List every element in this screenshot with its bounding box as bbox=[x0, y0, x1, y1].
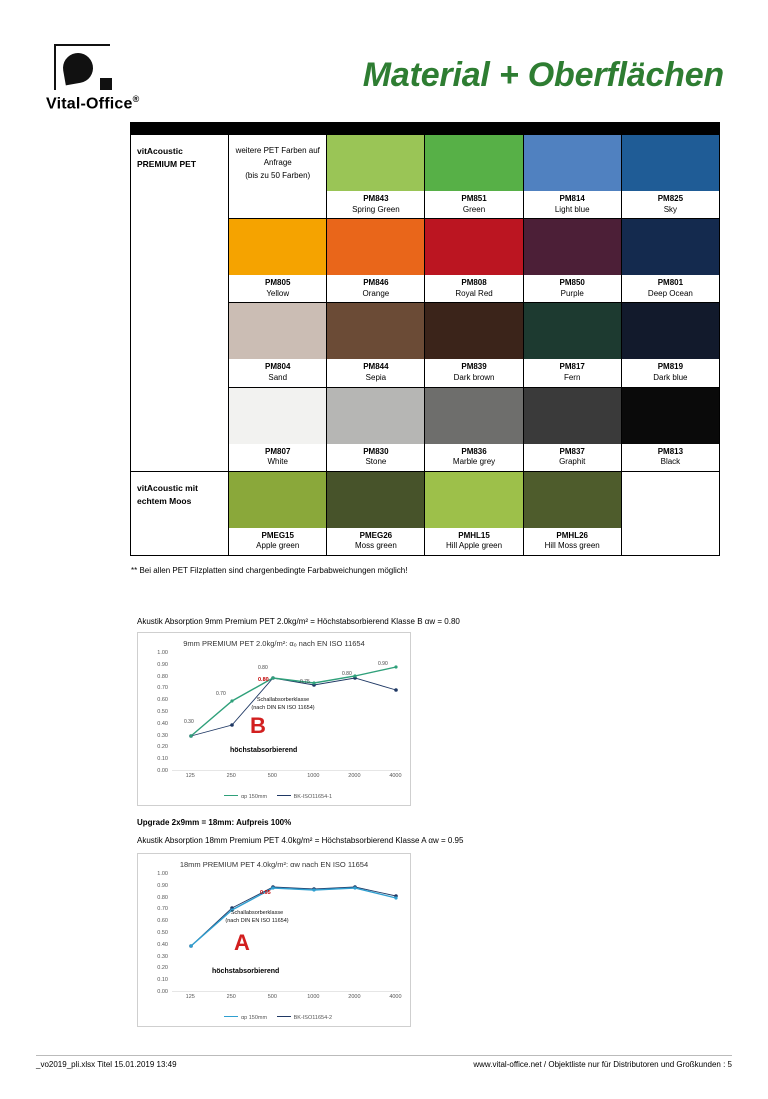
chart2-class-letter: A bbox=[234, 930, 250, 955]
swatch-cell bbox=[327, 303, 425, 387]
y-tick: 0.20 bbox=[157, 965, 168, 972]
color-swatch bbox=[229, 303, 326, 359]
color-swatch bbox=[425, 388, 522, 444]
swatch-name: Sky bbox=[663, 204, 678, 214]
chart2-bottom-annotation: höchstabsorbierend bbox=[212, 968, 280, 975]
y-tick: 0.80 bbox=[157, 894, 168, 901]
y-tick: 0.70 bbox=[157, 685, 168, 692]
legend-swatch-green bbox=[224, 795, 238, 796]
chart-9mm-absorption bbox=[137, 632, 411, 806]
chart1-plot-area bbox=[172, 655, 400, 771]
chart2-title: 18mm PREMIUM PET 4.0kg/m²: αw nach EN ISO 11654 bbox=[179, 860, 369, 869]
swatch-cell bbox=[229, 219, 327, 303]
chart1-label-2: 0.80 bbox=[258, 665, 268, 671]
row-label-premium-pet bbox=[131, 135, 229, 472]
swatch-cell bbox=[425, 303, 523, 387]
y-tick: 1.00 bbox=[157, 650, 168, 656]
chart1-bottom-annotation: höchstabsorbierend bbox=[230, 747, 298, 754]
legend-swatch-navy bbox=[277, 1016, 291, 1017]
color-swatch bbox=[327, 303, 424, 359]
y-tick: 0.00 bbox=[157, 768, 168, 774]
swatch-name: Orange bbox=[362, 288, 390, 298]
color-swatch bbox=[425, 135, 522, 191]
swatch-cell bbox=[327, 219, 425, 303]
swatch-code: PM844 bbox=[363, 362, 389, 372]
chart1-class-annotation bbox=[228, 697, 338, 712]
table-top-bar bbox=[131, 123, 720, 135]
logo-leaf-shape bbox=[61, 51, 96, 86]
row-label-line1: vitAcoustic bbox=[137, 146, 183, 156]
swatch-name: Green bbox=[462, 204, 486, 214]
y-tick: 0.50 bbox=[157, 930, 168, 936]
material-color-table bbox=[130, 122, 720, 556]
swatch-name: Yellow bbox=[266, 288, 290, 298]
swatch-name: Fern bbox=[563, 372, 581, 382]
swatch-cell bbox=[621, 219, 719, 303]
chart2-highlight-value: 0.95 bbox=[260, 890, 271, 896]
chart1-class-line2: (nach DIN EN ISO 11654) bbox=[251, 704, 315, 711]
table-top-bar-cell bbox=[131, 123, 720, 135]
y-tick: 1.00 bbox=[157, 871, 168, 877]
chart1-label-0: 0.30 bbox=[184, 719, 194, 725]
chart1-label-5: 0.90 bbox=[378, 661, 388, 667]
swatch-cell bbox=[425, 135, 523, 219]
page-header bbox=[0, 30, 768, 113]
y-tick: 0.80 bbox=[157, 673, 168, 680]
swatch-name: Graphit bbox=[559, 457, 586, 467]
y-tick: 0.90 bbox=[157, 882, 168, 889]
color-swatch bbox=[327, 472, 424, 528]
row-label-line2: echtem Moos bbox=[137, 495, 192, 506]
swatch-code: PM836 bbox=[461, 446, 487, 456]
swatch-name: Moss green bbox=[354, 541, 397, 551]
swatch-name: Spring Green bbox=[352, 204, 400, 214]
swatch-code: PM819 bbox=[657, 362, 684, 372]
row-label-line1: vitAcoustic mit bbox=[137, 482, 198, 493]
swatch-name: Stone bbox=[365, 457, 387, 467]
color-swatch bbox=[622, 135, 719, 191]
chart2-svg bbox=[172, 876, 400, 992]
swatch-code: PM850 bbox=[559, 278, 585, 288]
swatch-cell bbox=[523, 219, 621, 303]
swatch-cell bbox=[523, 471, 621, 555]
swatch-code: PM805 bbox=[265, 278, 291, 288]
y-tick: 0.60 bbox=[157, 697, 168, 704]
color-swatch bbox=[524, 472, 621, 528]
x-tick: 4000 bbox=[389, 994, 402, 1000]
swatch-cell bbox=[327, 387, 425, 471]
x-tick: 500 bbox=[267, 773, 277, 779]
chart1-y-axis bbox=[142, 650, 170, 774]
swatch-code: PM830 bbox=[363, 446, 389, 456]
swatch-name: Purple bbox=[560, 288, 584, 298]
swatch-name: Black bbox=[660, 457, 681, 467]
swatch-code: PM843 bbox=[363, 194, 389, 203]
color-swatch bbox=[622, 303, 719, 359]
chart2-class-annotation bbox=[202, 910, 312, 925]
swatch-code: PMEG15 bbox=[261, 530, 294, 540]
swatch-code: PM839 bbox=[461, 362, 487, 372]
swatch-name: Apple green bbox=[256, 541, 300, 551]
y-tick: 0.00 bbox=[157, 989, 168, 995]
legend-label-1: αp 150mm bbox=[240, 1015, 268, 1021]
swatch-name: Sepia bbox=[365, 372, 387, 382]
upgrade-caption: Upgrade 2x9mm = 18mm: Aufpreis 100% bbox=[137, 818, 292, 827]
swatch-code: PM825 bbox=[657, 194, 684, 203]
swatch-name: Dark brown bbox=[453, 372, 495, 382]
swatch-name: Dark blue bbox=[653, 372, 688, 382]
y-tick: 0.40 bbox=[157, 941, 168, 948]
y-tick: 0.90 bbox=[157, 661, 168, 668]
color-swatch bbox=[425, 219, 522, 275]
color-footnote: ** Bei allen PET Filzplatten sind chargenbedingte Farbabweichungen möglich! bbox=[131, 566, 408, 575]
color-swatch bbox=[622, 388, 719, 444]
swatch-code: PM814 bbox=[559, 194, 585, 203]
color-swatch bbox=[229, 388, 326, 444]
color-swatch bbox=[524, 219, 621, 275]
x-tick: 1000 bbox=[307, 773, 320, 779]
row-label-moos bbox=[131, 471, 229, 555]
swatch-cell bbox=[425, 387, 523, 471]
swatch-name: Hill Apple green bbox=[446, 541, 503, 551]
x-tick: 500 bbox=[267, 994, 277, 1000]
x-tick: 125 bbox=[185, 994, 195, 1000]
chart2-plot-area bbox=[172, 876, 400, 992]
swatch-code: PM807 bbox=[265, 446, 291, 456]
swatch-cell bbox=[621, 303, 719, 387]
swatch-name: Light blue bbox=[554, 204, 590, 214]
x-tick: 2000 bbox=[348, 773, 361, 779]
swatch-cell bbox=[523, 135, 621, 219]
swatch-code: PM837 bbox=[559, 446, 585, 456]
swatch-code: PM804 bbox=[265, 362, 291, 372]
swatch-cell bbox=[229, 387, 327, 471]
color-swatch bbox=[524, 303, 621, 359]
swatch-name: Royal Red bbox=[455, 288, 493, 298]
swatch-code: PMHL15 bbox=[458, 530, 490, 540]
x-tick: 125 bbox=[185, 773, 195, 779]
logo-wordmark bbox=[46, 94, 164, 113]
y-tick: 0.70 bbox=[157, 906, 168, 913]
note-line3: (bis zu 50 Farben) bbox=[245, 170, 311, 180]
legend-swatch-navy bbox=[277, 795, 291, 796]
y-tick: 0.50 bbox=[157, 709, 168, 715]
chart2-class-line2: (nach DIN EN ISO 11654) bbox=[225, 917, 289, 924]
footer-divider bbox=[36, 1055, 732, 1056]
y-tick: 0.10 bbox=[157, 756, 168, 763]
swatch-cell bbox=[229, 303, 327, 387]
swatch-code: PMEG26 bbox=[359, 530, 393, 540]
swatch-cell bbox=[523, 387, 621, 471]
swatch-code: PM851 bbox=[461, 194, 487, 203]
chart1-title: 9mm PREMIUM PET 2.0kg/m²: αₒ nach EN ISO 11654 bbox=[183, 639, 365, 648]
chart1-x-axis bbox=[172, 773, 400, 783]
color-swatch bbox=[229, 472, 326, 528]
y-tick: 0.10 bbox=[157, 977, 168, 984]
swatch-cell bbox=[229, 471, 327, 555]
color-swatch bbox=[229, 219, 326, 275]
swatch-code: PM817 bbox=[559, 362, 585, 372]
chart2-y-axis bbox=[142, 871, 170, 995]
swatch-cell bbox=[425, 471, 523, 555]
footer-right-text: www.vital-office.net / Objektliste nur für Distributoren und Großkunden : 5 bbox=[473, 1060, 732, 1069]
logo-square-shape bbox=[100, 78, 112, 90]
logo-mark-icon bbox=[54, 44, 110, 90]
color-swatch bbox=[524, 388, 621, 444]
swatch-cell bbox=[621, 387, 719, 471]
footer-left-text: _vo2019_pli.xlsx Titel 15.01.2019 13:49 bbox=[36, 1060, 177, 1069]
color-swatch bbox=[327, 135, 424, 191]
y-tick: 0.30 bbox=[157, 732, 168, 739]
color-swatch bbox=[524, 135, 621, 191]
swatch-code: PMHL26 bbox=[556, 530, 588, 540]
row-label-line2: PREMIUM PET bbox=[137, 158, 197, 169]
chart1-class-line1: Schallabsorberklasse bbox=[256, 697, 310, 703]
swatch-code: PM801 bbox=[657, 278, 684, 288]
y-tick: 0.30 bbox=[157, 953, 168, 960]
swatch-cell bbox=[327, 135, 425, 219]
chart2-caption: Akustik Absorption 18mm Premium PET 4.0kg/m² = Höchstabsorbierend Klasse A αw = 0.95 bbox=[137, 836, 464, 845]
y-tick: 0.40 bbox=[157, 720, 168, 727]
x-tick: 1000 bbox=[307, 994, 320, 1000]
swatch-name: Sand bbox=[268, 372, 288, 382]
chart-18mm-absorption bbox=[137, 853, 411, 1027]
y-tick: 0.60 bbox=[157, 918, 168, 925]
legend-label-2: BK-ISO11654-2 bbox=[293, 1015, 333, 1021]
company-logo bbox=[44, 44, 164, 116]
swatch-code: PM846 bbox=[363, 278, 389, 288]
color-swatch bbox=[622, 219, 719, 275]
empty-cell bbox=[621, 471, 719, 555]
swatch-cell bbox=[425, 219, 523, 303]
swatch-cell bbox=[523, 303, 621, 387]
legend-label-2: BK-ISO11654-1 bbox=[293, 794, 333, 800]
chart1-label-1: 0.70 bbox=[216, 691, 226, 697]
note-line1: weitere PET Farben auf bbox=[235, 146, 320, 155]
swatch-cell bbox=[327, 471, 425, 555]
color-swatch bbox=[327, 388, 424, 444]
chart1-class-letter: B bbox=[250, 713, 266, 738]
x-tick: 250 bbox=[226, 994, 236, 1000]
legend-label-1: αp 150mm bbox=[240, 794, 268, 800]
swatch-cell bbox=[621, 135, 719, 219]
swatch-name: Deep Ocean bbox=[647, 288, 693, 298]
chart1-legend bbox=[138, 794, 410, 800]
table-row bbox=[131, 471, 720, 555]
color-swatch bbox=[327, 219, 424, 275]
chart1-caption: Akustik Absorption 9mm Premium PET 2.0kg/m² = Höchstabsorbierend Klasse B αw = 0.80 bbox=[137, 617, 460, 626]
chart1-label-4: 0.80 bbox=[342, 671, 352, 677]
chart2-legend bbox=[138, 1015, 410, 1021]
x-tick: 2000 bbox=[348, 994, 361, 1000]
logo-registered-mark: ® bbox=[132, 94, 140, 104]
swatch-code: PM808 bbox=[461, 278, 487, 288]
logo-wordmark-text: Vital-Office bbox=[46, 95, 133, 113]
legend-swatch-blue bbox=[224, 1016, 238, 1017]
swatch-name: Hill Moss green bbox=[544, 541, 600, 551]
chart2-class-line1: Schallabsorberklasse bbox=[230, 910, 284, 916]
chart1-label-3: 0.75 bbox=[300, 679, 310, 685]
y-tick: 0.20 bbox=[157, 744, 168, 751]
swatch-name: Marble grey bbox=[452, 457, 496, 467]
swatch-name: White bbox=[267, 457, 288, 467]
x-tick: 4000 bbox=[389, 773, 402, 779]
note-cell bbox=[229, 135, 327, 219]
color-swatch bbox=[425, 303, 522, 359]
swatch-code: PM813 bbox=[657, 446, 684, 456]
color-swatch bbox=[425, 472, 522, 528]
table-row bbox=[131, 135, 720, 219]
page-title: Material + Oberflächen bbox=[362, 56, 724, 94]
chart2-x-axis bbox=[172, 994, 400, 1004]
note-line2: Anfrage bbox=[263, 158, 292, 168]
x-tick: 250 bbox=[226, 773, 236, 779]
chart1-highlight-value: 0.80 bbox=[258, 677, 269, 683]
